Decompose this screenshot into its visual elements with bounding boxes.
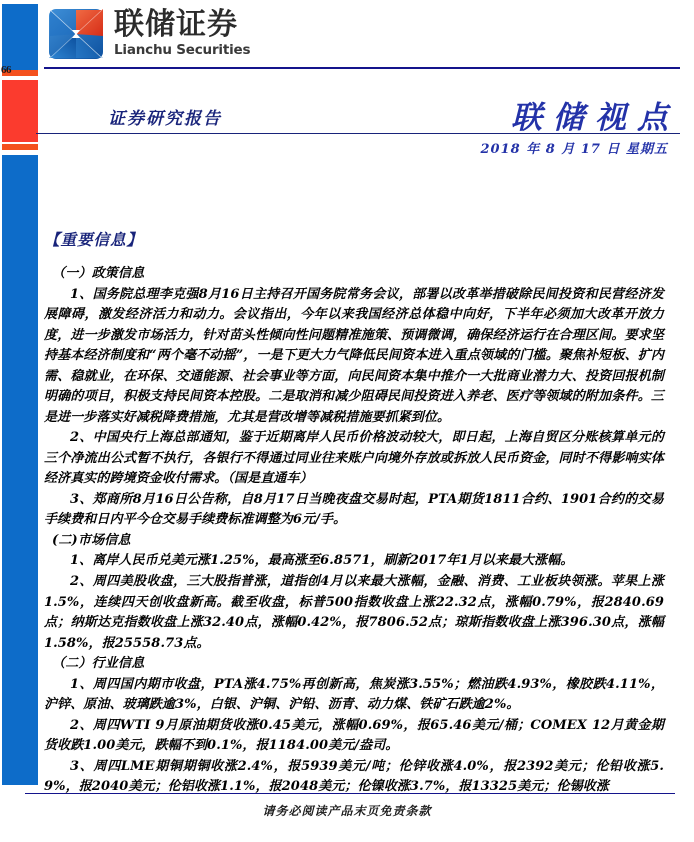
page-number: 66 bbox=[1, 64, 11, 76]
lianchu-bowtie-logo-icon bbox=[48, 8, 104, 60]
brand-name-en: Lianchu Securities bbox=[114, 42, 251, 59]
important-info-heading: 【重要信息】 bbox=[44, 230, 144, 249]
sidebar-block-red bbox=[2, 80, 38, 142]
section-subheading: （一）政策信息 bbox=[52, 266, 145, 281]
content-paragraph: 1、离岸人民币兑美元涨1.25%，最高涨至6.8571，刷新2017年1月以来最大涨幅。 bbox=[70, 553, 574, 569]
content-paragraph: 2、周四WTI 9月原油期货收涨0.45美元，涨幅0.69%，报65.46美元/桶；COMEX 12月黄金期货收跌1.00美元，跌幅不到0.1%，报1184.00美元/盎司。 bbox=[44, 717, 664, 754]
footer-divider bbox=[25, 793, 675, 794]
footer-disclaimer: 请务必阅读产品末页免责条款 bbox=[262, 804, 432, 818]
section-subheading: (二)市场信息 bbox=[52, 532, 131, 548]
sidebar-stripe-orange-bottom bbox=[2, 144, 38, 150]
content-paragraph: 2、中国央行上海总部通知，鉴于近期离岸人民币价格波动较大，即日起，上海自贸区分账核算单元的三个净流出公式暂不执行，各银行不得通过同业往来账户向境外存放或拆放人民币资金，同时不得影响实体经济真实的跨境资金收付需求。（国是直通车） bbox=[44, 430, 664, 487]
content-paragraph: 1、国务院总理李克强8月16日主持召开国务院常务会议，部署以改革举措破除民间投资和民营经济发展障碍，激发经济活力和动力。会议指出，今年以来我国经济总体稳中向好，下半年必须加大改革开放力度，进一步激发市场活力，针对苗头性倾向性问题精准施策、预调微调，确保经济运行在合理区间。要求坚持基本经济制度和“两个毫不动摇”，一是下更大力气降低民间资本进入重点领域的门槛。聚焦补短板、扩内需、稳就业，在环保、交通能源、社会事业等方面，向民间资本集中推介一大批商业潜力大、投资回报机制明确的项目，积极支持民间资本控股。二是取消和减少阻碍民间投资进入养老、医疗等领域的附加条件。三是进一步落实好减税降费措施，尤其是营改增等减税措施要抓紧到位。 bbox=[44, 286, 664, 425]
content-paragraph: 3、周四LME期铜期铜收涨2.4%，报5939美元/吨；伦锌收涨4.0%，报2392美元；伦铅收涨5.9%，报2040美元；伦铝收涨1.1%，报2048美元；伦镍收涨3.7%，报13325美元；伦锡收涨 bbox=[44, 758, 664, 795]
section-subheading: （二）行业信息 bbox=[52, 656, 145, 672]
content-paragraph: 2、周四美股收盘，三大股指普涨，道指创4月以来最大涨幅，金融、消费、工业板块领涨。苹果上涨1.5%，连续四天创收盘新高。截至收盘，标普500指数收盘上涨22.32点，涨幅0.79%，报2840.69点；纳斯达克指数收盘上涨32.40点，涨幅0.42%，报7806.52点；琼斯指数收盘上涨396.30点，涨幅1.58%，报25558.73点。 bbox=[44, 573, 664, 651]
header-divider bbox=[44, 67, 680, 69]
brand-name-group bbox=[114, 7, 251, 59]
report-kind-label: 证券研究报告 bbox=[108, 109, 222, 129]
report-date: 2018 年 8 月 17 日 星期五 bbox=[480, 142, 668, 157]
brand-name-cn: 联储证券 bbox=[114, 7, 238, 43]
title-divider bbox=[36, 133, 680, 134]
document-body bbox=[44, 228, 664, 798]
brand-logo bbox=[48, 8, 250, 60]
sidebar-block-blue-top bbox=[2, 4, 38, 70]
content-paragraph: 1、周四国内期市收盘，PTA涨4.75%再创新高，焦炭涨3.55%；燃油跌4.93%，橡胶跌4.11%，沪锌、原油、玻璃跌逾3%，白银、沪铜、沪铅、沥青、动力煤、铁矿石跌逾2%。 bbox=[44, 676, 664, 713]
page-title: 联储视点 bbox=[511, 100, 679, 136]
content-blocks bbox=[44, 264, 664, 798]
sidebar-block-blue-body bbox=[2, 155, 38, 785]
content-paragraph: 3、郑商所8月16日公告称，自8月17日当晚夜盘交易时起，PTA期货1811合约、1901合约的交易手续费和日内平今仓交易手续费标准调整为6元/手。 bbox=[44, 491, 664, 528]
